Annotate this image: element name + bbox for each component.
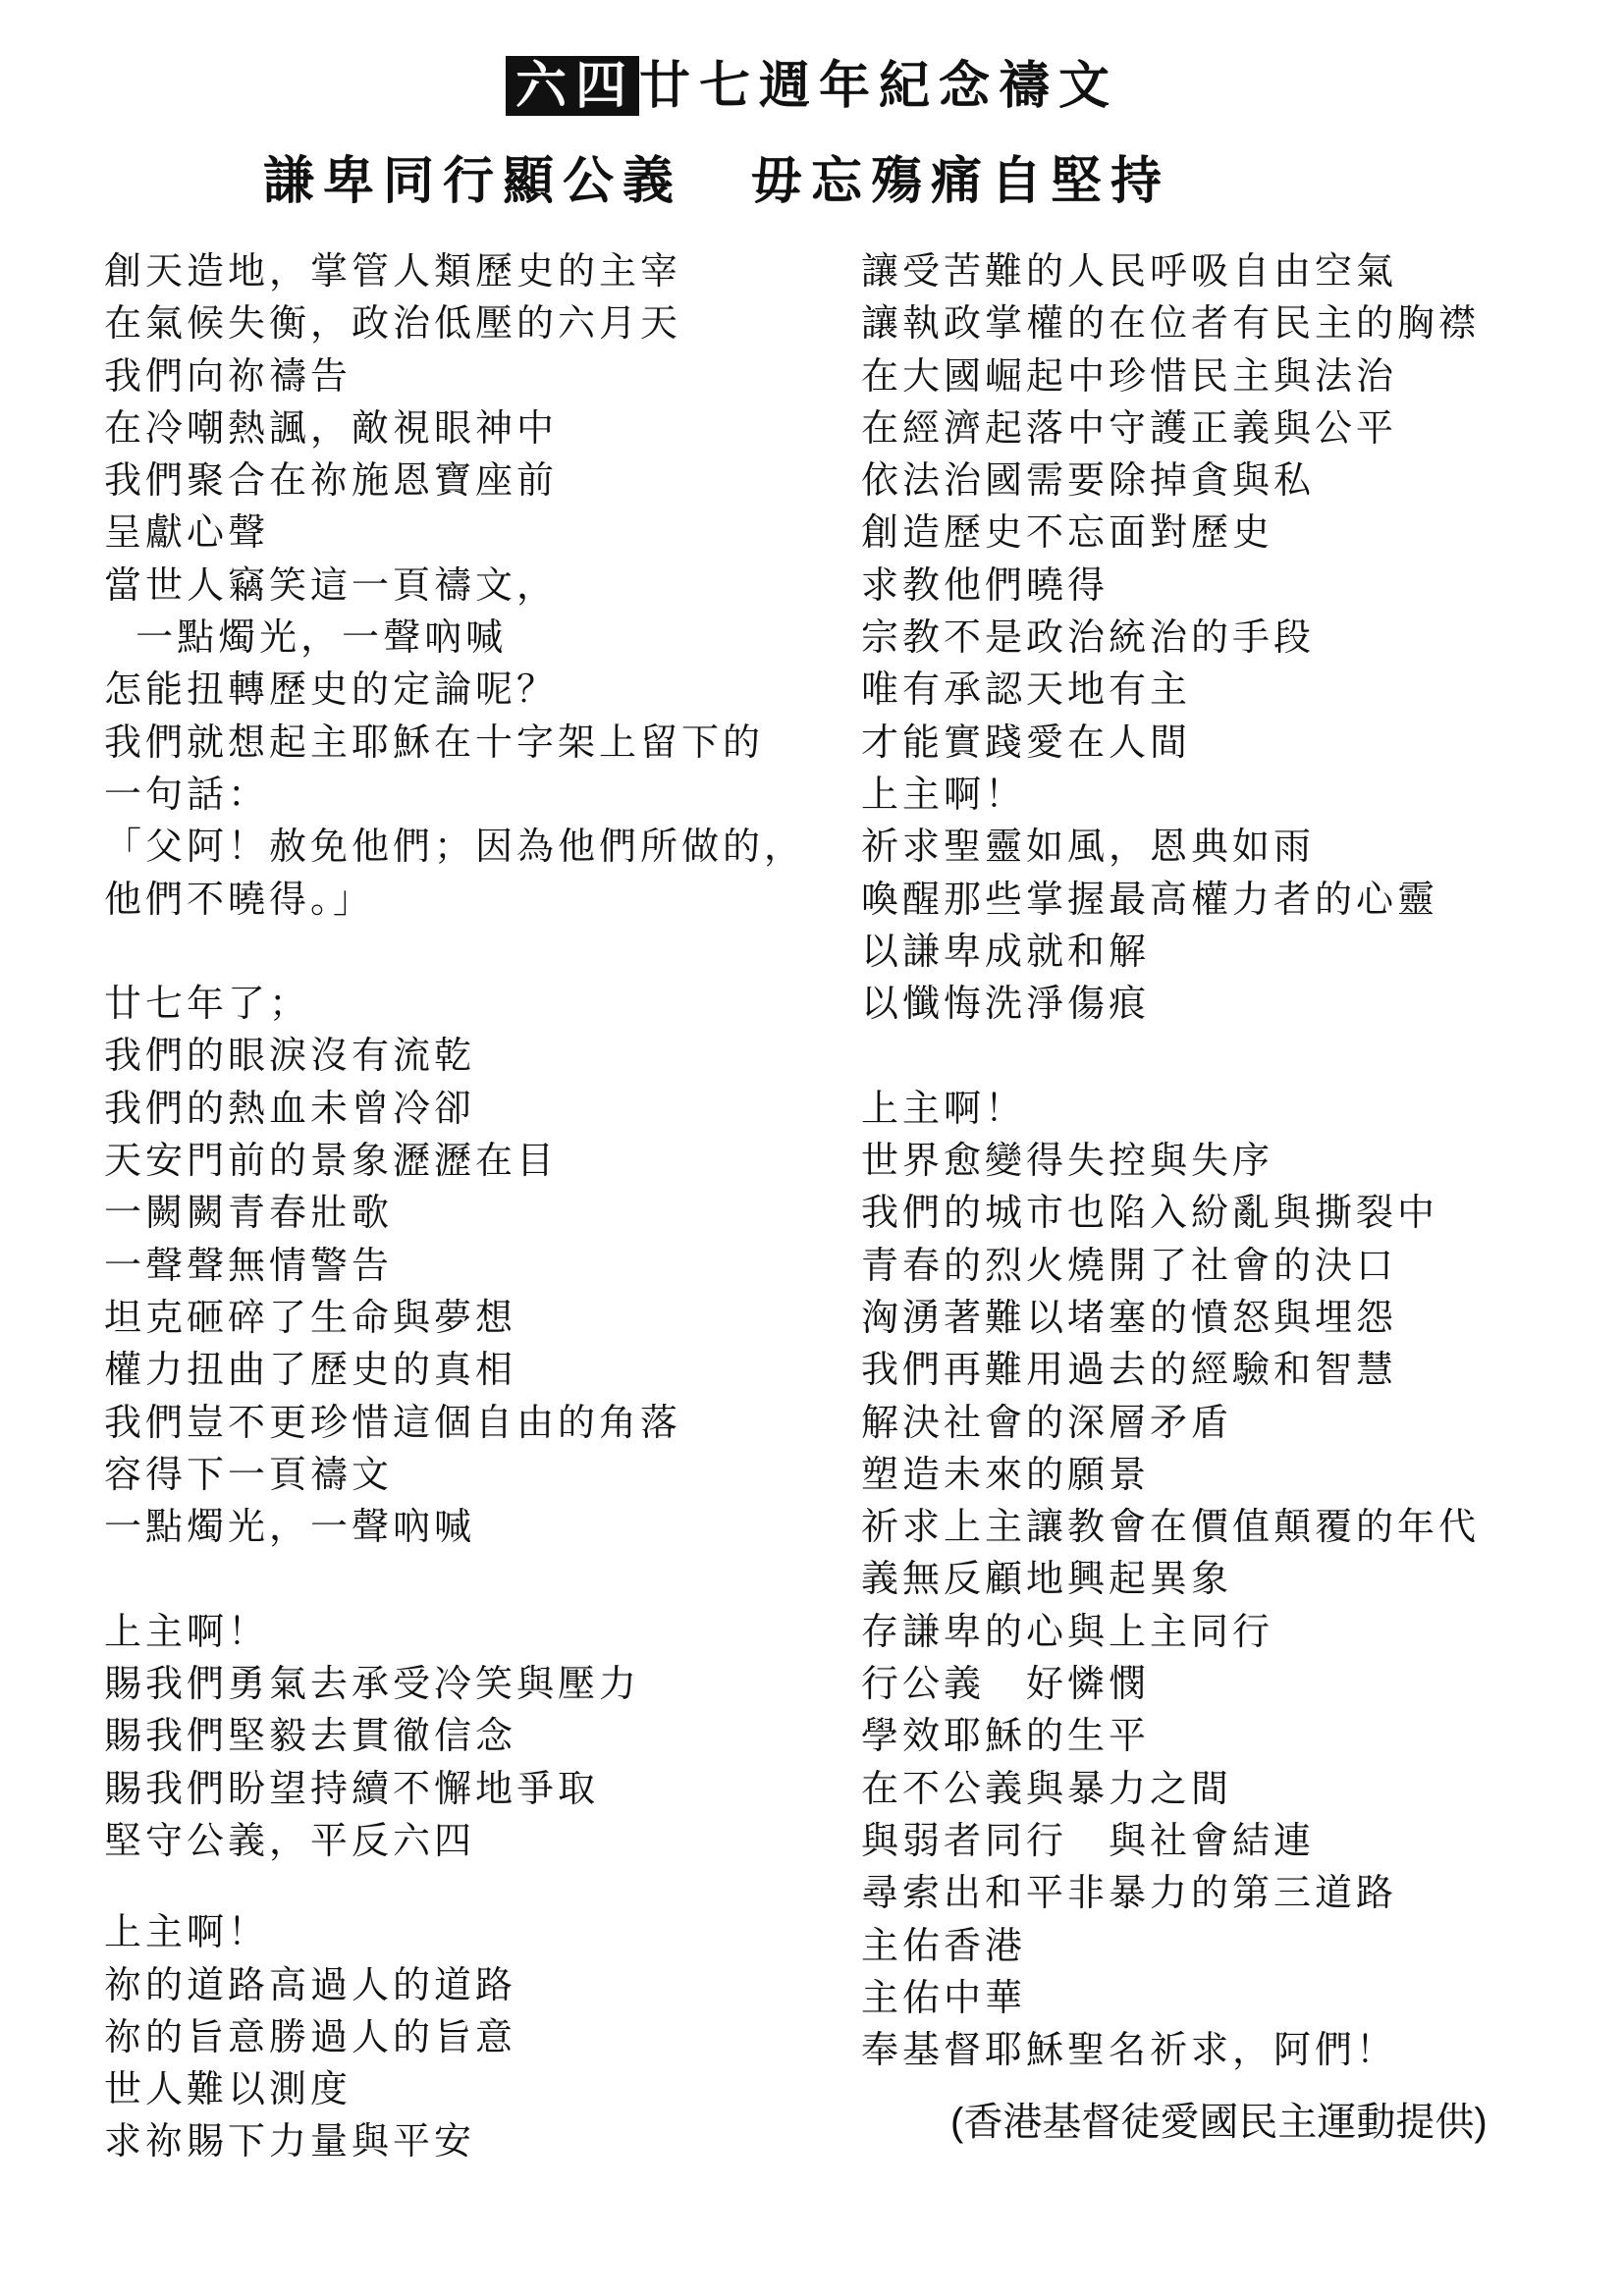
poem-line: 世界愈變得失控與失序 bbox=[861, 1139, 1274, 1183]
poem-line: 唯有承認天地有主 bbox=[861, 667, 1192, 712]
poem-line: 祈求聖靈如風，恩典如雨 bbox=[861, 825, 1316, 869]
poem-line: 我們的城市也陷入紛亂與撕裂中 bbox=[861, 1191, 1439, 1235]
poem-line: 依法治國需要除掉貪與私 bbox=[861, 458, 1316, 503]
poem-line: 坦克砸碎了生命與夢想 bbox=[104, 1295, 517, 1339]
poem-line: 才能實踐愛在人間 bbox=[861, 720, 1192, 764]
poem-line: 世人難以測度 bbox=[104, 2067, 352, 2111]
poem-line: 在大國崛起中珍惜民主與法治 bbox=[861, 353, 1398, 398]
left-stanza-1 bbox=[104, 245, 850, 926]
poem-line: 上主啊！ bbox=[861, 1086, 1027, 1130]
poem-line: 「父阿！赦免他們；因為他們所做的， bbox=[104, 825, 806, 869]
left-column bbox=[104, 245, 850, 2168]
poem-line: 我們再難用過去的經驗和智慧 bbox=[861, 1348, 1398, 1392]
poem-line: 一點燭光，一聲吶喊 bbox=[104, 1505, 476, 1549]
poem-line: 讓執政掌權的在位者有民主的胸襟 bbox=[861, 301, 1481, 346]
right-stanza-2 bbox=[861, 1083, 1588, 2077]
poem-line: 他們不曉得。」 bbox=[104, 877, 375, 921]
poem-line: 以謙卑成就和解 bbox=[861, 929, 1151, 973]
page-subtitle bbox=[263, 147, 1170, 216]
title-highlight: 六四 bbox=[506, 56, 639, 116]
poem-line: 上主啊！ bbox=[104, 1609, 270, 1653]
page-title bbox=[0, 51, 1624, 122]
credit-line: (香港基督徒愛國民主運動提供) bbox=[950, 2101, 1488, 2144]
poem-line: 呈獻心聲 bbox=[104, 510, 270, 555]
poem-line: 主佑香港 bbox=[861, 1923, 1027, 1967]
stanza-spacer bbox=[104, 1553, 850, 1605]
poem-line: 容得下一頁禱文 bbox=[104, 1452, 394, 1496]
stanza-spacer bbox=[104, 926, 850, 978]
poem-line: 上主啊！ bbox=[104, 1910, 270, 1954]
poem-line: 賜我們盼望持續不懈地爭取 bbox=[104, 1766, 600, 1810]
poem-line: 我們聚合在祢施恩寶座前 bbox=[104, 458, 559, 503]
subtitle-part1: 謙卑同行顯公義 bbox=[263, 151, 683, 211]
title-rest: 廿七週年紀念禱文 bbox=[639, 56, 1119, 116]
poem-line: 一聲聲無情警告 bbox=[104, 1243, 394, 1287]
poem-line: 祢的道路高過人的道路 bbox=[104, 1962, 517, 2006]
poem-line: 義無反顧地興起異象 bbox=[861, 1557, 1233, 1601]
poem-line: 創造歷史不忘面對歷史 bbox=[861, 510, 1274, 555]
poem-line: 賜我們勇氣去承受冷笑與壓力 bbox=[104, 1662, 641, 1706]
stanza-spacer bbox=[861, 1030, 1588, 1082]
poem-line: 喚醒那些掌握最高權力者的心靈 bbox=[861, 877, 1439, 921]
poem-line: 祢的旨意勝過人的旨意 bbox=[104, 2014, 517, 2058]
poem-line: 賜我們堅毅去貫徹信念 bbox=[104, 1714, 517, 1758]
poem-line: 在經濟起落中守護正義與公平 bbox=[861, 405, 1398, 450]
poem-line: 怎能扭轉歷史的定論呢？ bbox=[104, 667, 559, 712]
poem-line: 我們的眼淚沒有流乾 bbox=[104, 1034, 476, 1078]
right-stanza-1 bbox=[861, 245, 1588, 1030]
poem-line: 主佑中華 bbox=[861, 1975, 1027, 2019]
poem-line: 奉基督耶穌聖名祈求，阿們！ bbox=[861, 2028, 1398, 2072]
poem-line: 宗教不是政治統治的手段 bbox=[861, 615, 1316, 660]
subtitle-part2: 毋忘殤痛自堅持 bbox=[751, 151, 1171, 211]
poem-line: 一句話： bbox=[104, 772, 270, 816]
poem-line: 以懺悔洗淨傷痕 bbox=[861, 982, 1151, 1026]
poem-line: 在冷嘲熱諷，敵視眼神中 bbox=[104, 405, 559, 450]
poem-line: 與弱者同行 與社會結連 bbox=[861, 1818, 1316, 1862]
poem-line: 學效耶穌的生平 bbox=[861, 1714, 1151, 1758]
poem-line: 洶湧著難以堵塞的憤怒與埋怨 bbox=[861, 1295, 1398, 1339]
poem-line: 上主啊！ bbox=[861, 772, 1027, 816]
left-stanza-3 bbox=[104, 1606, 850, 1867]
poem-line: 在氣候失衡，政治低壓的六月天 bbox=[104, 301, 682, 346]
poem-line: 青春的烈火燒開了社會的決口 bbox=[861, 1243, 1398, 1287]
poem-line: 創天造地，掌管人類歷史的主宰 bbox=[104, 249, 682, 293]
poem-line: 一闕闕青春壯歌 bbox=[104, 1191, 394, 1235]
poem-line: 權力扭曲了歷史的真相 bbox=[104, 1348, 517, 1392]
poem-line: 解決社會的深層矛盾 bbox=[861, 1400, 1233, 1444]
poem-line: 求祢賜下力量與平安 bbox=[104, 2119, 476, 2163]
poem-line: 廿七年了； bbox=[104, 982, 311, 1026]
poem-line: 一點燭光，一聲吶喊 bbox=[104, 615, 508, 660]
poem-line: 我們向祢禱告 bbox=[104, 353, 352, 398]
right-column bbox=[861, 245, 1588, 2076]
poem-line: 求教他們曉得 bbox=[861, 562, 1110, 607]
poem-line: 我們的熱血未曾冷卻 bbox=[104, 1086, 476, 1130]
poem-line: 祈求上主讓教會在價值顛覆的年代 bbox=[861, 1505, 1481, 1549]
poem-line: 存謙卑的心與上主同行 bbox=[861, 1609, 1274, 1653]
stanza-spacer bbox=[104, 1867, 850, 1906]
poem-line: 我們就想起主耶穌在十字架上留下的 bbox=[104, 720, 765, 764]
poem-line: 天安門前的景象瀝瀝在目 bbox=[104, 1139, 559, 1183]
poem-line: 在不公義與暴力之間 bbox=[861, 1766, 1233, 1810]
poem-line: 尋索出和平非暴力的第三道路 bbox=[861, 1871, 1398, 1915]
left-stanza-4 bbox=[104, 1906, 850, 2167]
poem-line: 塑造未來的願景 bbox=[861, 1452, 1151, 1496]
poem-line: 當世人竊笑這一頁禱文， bbox=[104, 562, 559, 607]
left-stanza-2 bbox=[104, 978, 850, 1553]
poem-line: 行公義 好憐憫 bbox=[861, 1662, 1151, 1706]
poem-line: 我們豈不更珍惜這個自由的角落 bbox=[104, 1400, 682, 1444]
poem-line: 堅守公義，平反六四 bbox=[104, 1818, 476, 1862]
poem-line: 讓受苦難的人民呼吸自由空氣 bbox=[861, 249, 1398, 293]
